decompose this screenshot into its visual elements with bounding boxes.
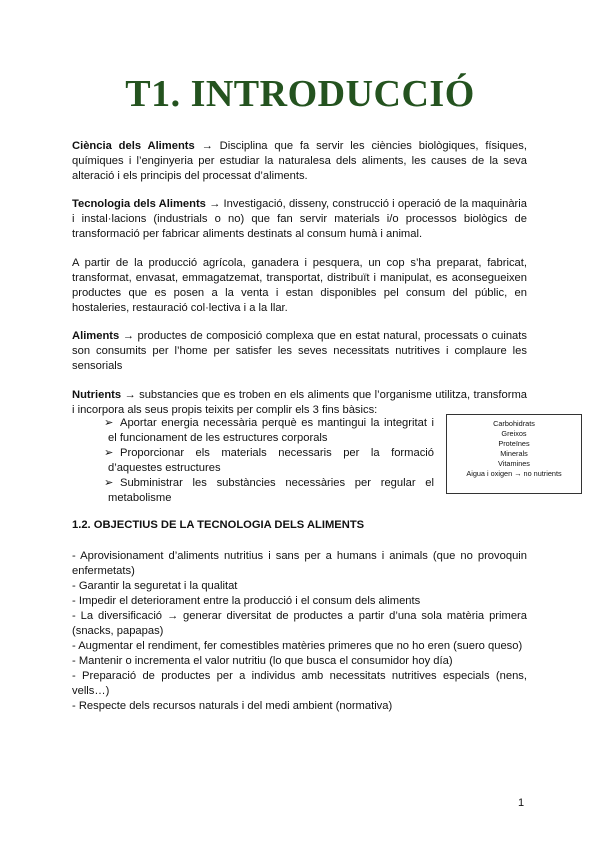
- list-item: - Respecte dels recursos naturals i del medi ambient (normativa): [72, 700, 393, 712]
- box-item: Greixos: [501, 429, 527, 438]
- definition-term: Ciència dels Aliments: [72, 140, 195, 152]
- list-item: - Preparació de productes per a individus amb necessitats nutritives especials (nens, vells…): [72, 670, 527, 697]
- list-item: ➢ Aportar energia necessària perquè es mantingui la integritat i el funcionament de les estructures corporals: [104, 417, 434, 444]
- definition-term: Tecnologia dels Aliments: [72, 198, 206, 210]
- list-item: - La diversificació → generar diversitat de productes a partir d’una sola matèria primera (snacks, papapas): [72, 610, 527, 637]
- paragraph-production: A partir de la producció agrícola, ganadera i pesquera, un cop s’ha preparat, fabricat, transformat, envasat, emmagatzemat, transportat, distribuït i manipulat, es aconsegueixen productes que es posen a la venta i estan disponibles pel consum del públic, en hostaleries, restauració col·lectiva i a la llar.: [72, 257, 527, 314]
- box-item: Vitamines: [498, 459, 530, 468]
- arrow-bullet-icon: ➢: [104, 417, 114, 429]
- nutrients-box: [446, 414, 582, 494]
- definition-text: → Investigació, disseny, construcció i operació de la maquinària i instal·lacions (industrials o no) que fan servir materials i/o processos biològics de transformació per fabricar aliments destinats al consum humà i animal.: [72, 198, 527, 240]
- list-item: - Mantenir o incrementa el valor nutritiu (lo que busca el consumidor hoy día): [72, 655, 453, 667]
- list-item: ➢ Subministrar les substàncies necessàries per regular el metabolisme: [104, 477, 434, 504]
- definition-text: → Disciplina que fa servir les ciències biològiques, físiques, químiques i l’enginyeria per estudiar la naturalesa dels aliments, les causes de la seva alteració i els principis del processat d’aliments.: [72, 140, 527, 182]
- box-item: Carbohidrats: [493, 419, 535, 428]
- definition-term: Aliments: [72, 330, 120, 342]
- list-item: - Augmentar el rendiment, fer comestibles matèries primeres que no ho eren (suero queso): [72, 640, 523, 652]
- definition-term: Nutrients: [72, 389, 122, 401]
- definition-tecnologia: [72, 197, 527, 242]
- list-item: ➢ Proporcionar els materials necessaris per la formació d’aquestes estructures: [104, 447, 434, 474]
- box-item: Minerals: [500, 449, 528, 458]
- page-title: T1. INTRODUCCIÓ: [125, 73, 475, 115]
- box-item: Proteïnes: [498, 439, 530, 448]
- arrow-bullet-icon: ➢: [104, 477, 114, 489]
- definition-text: → substancies que es troben en els aliments que l’organisme utilitza, transforma i incorpora als seus propis teixits per complir els 3 fins bàsics:: [72, 389, 527, 416]
- nutrient-purposes-list: [72, 416, 434, 506]
- page-number: 1: [518, 797, 525, 809]
- definition-text: → productes de composició complexa que en estat natural, processats o cuinats son consumits per l’home per satisfer les seves necessitats nutritives i complaure les sensorials: [72, 330, 527, 372]
- objectives-list: [72, 549, 527, 714]
- section-heading: 1.2. OBJECTIUS DE LA TECNOLOGIA DELS ALIMENTS: [72, 519, 365, 531]
- arrow-bullet-icon: ➢: [104, 447, 114, 459]
- list-item: - Aprovisionament d’aliments nutritius i sans per a humans i animals (que no provoquin enfermetats): [72, 550, 527, 577]
- definition-aliments: [72, 329, 527, 374]
- list-item: - Garantir la seguretat i la qualitat: [72, 580, 238, 592]
- definition-ciencia: [72, 139, 527, 184]
- list-item: - Impedir el deteriorament entre la producció i el consum dels aliments: [72, 595, 421, 607]
- box-item: Aigua i oxigen → no nutrients: [466, 469, 562, 478]
